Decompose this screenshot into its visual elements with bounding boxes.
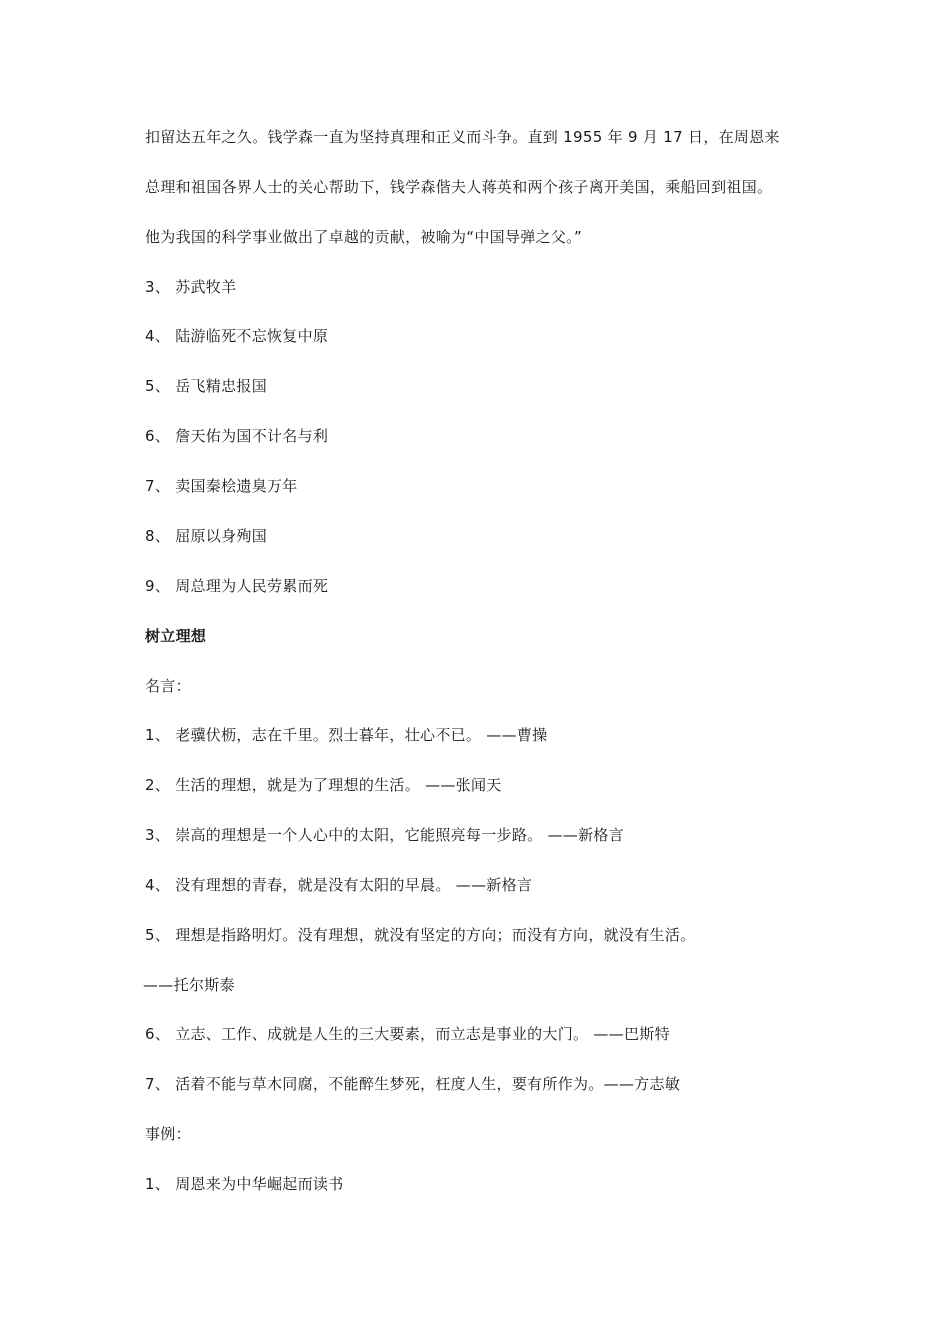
example-item-7: 7、 卖国秦桧遗臭万年	[145, 477, 298, 495]
paragraph-line-3: 他为我国的科学事业做出了卓越的贡献，被喻为“中国导弹之父。”	[145, 228, 583, 246]
example-item-9: 9、 周总理为人民劳累而死	[145, 577, 329, 595]
paragraph-line-1: 扣留达五年之久。钱学森一直为坚持真理和正义而斗争。直到 1955 年 9 月 17 日，在周恩来	[145, 128, 780, 146]
quote-item-6: 6、 立志、工作、成就是人生的三大要素，而立志是事业的大门。 ——巴斯特	[145, 1025, 670, 1043]
quote-item-5: 5、 理想是指路明灯。没有理想，就没有坚定的方向；而没有方向，就没有生活。	[145, 926, 696, 944]
example-item-1: 1、 周恩来为中华崛起而读书	[145, 1175, 344, 1193]
example-item-3: 3、 苏武牧羊	[145, 278, 237, 296]
quote-item-2: 2、 生活的理想，就是为了理想的生活。 ——张闻天	[145, 776, 502, 794]
quote-item-7: 7、 活着不能与草木同腐，不能醉生梦死，枉度人生，要有所作为。——方志敏	[145, 1075, 681, 1093]
quote-item-1: 1、 老骥伏枥，志在千里。烈士暮年，壮心不已。 ——曹操	[145, 726, 548, 744]
section-title: 树立理想	[145, 627, 207, 645]
example-item-5: 5、 岳飞精忠报国	[145, 377, 268, 395]
quote-item-4: 4、 没有理想的青春，就是没有太阳的早晨。 ——新格言	[145, 876, 533, 894]
paragraph-line-2: 总理和祖国各界人士的关心帮助下，钱学森偕夫人蒋英和两个孩子离开美国，乘船回到祖国。	[145, 178, 773, 196]
quote-item-3: 3、 崇高的理想是一个人心中的太阳，它能照亮每一步路。 ——新格言	[145, 826, 624, 844]
example-item-6: 6、 詹天佑为国不计名与利	[145, 427, 329, 445]
quotes-label: 名言：	[145, 677, 191, 695]
example-item-4: 4、 陆游临死不忘恢复中原	[145, 327, 329, 345]
examples-label: 事例：	[145, 1125, 191, 1143]
quote-item-5-author: ——托尔斯泰	[143, 976, 235, 994]
example-item-8: 8、 屈原以身殉国	[145, 527, 268, 545]
